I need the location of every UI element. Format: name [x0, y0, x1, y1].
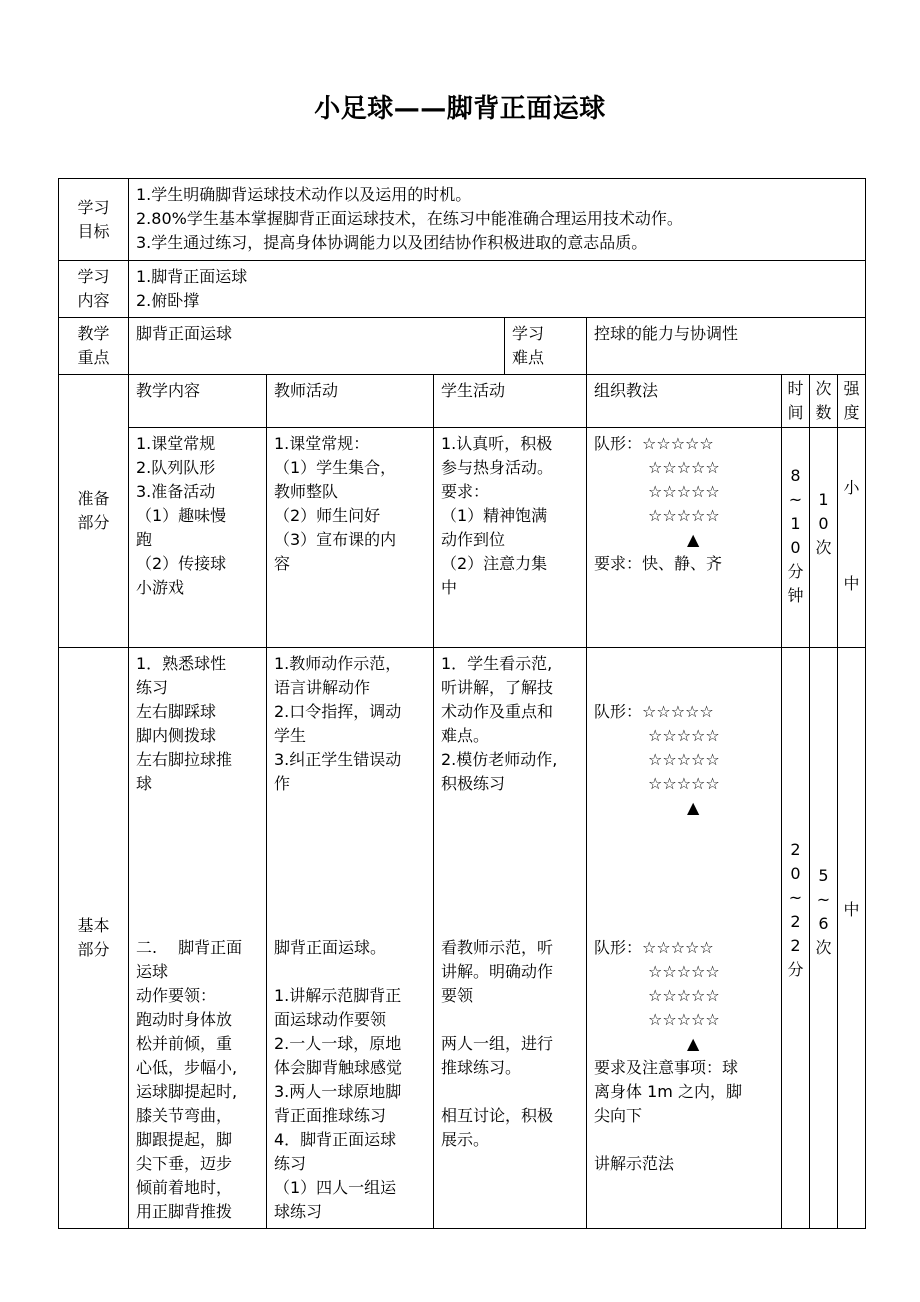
basic-notes: 要求及注意事项：球: [594, 1058, 739, 1077]
teacher-position-icon: ▲: [687, 798, 700, 817]
prep-intensity: 小 中: [838, 428, 866, 648]
objectives-label: 学习 目标: [59, 179, 129, 261]
col-teacher-activity: 教师活动: [267, 375, 434, 428]
difficulty-value: 控球的能力与协调性: [587, 318, 866, 375]
teaching-method: 讲解示范法: [594, 1154, 675, 1173]
formation-row: ☆☆☆☆☆: [648, 506, 720, 525]
formation-row: ☆☆☆☆☆: [648, 458, 720, 477]
basic-intensity: 中: [838, 648, 866, 1229]
basic-student-activity: 1．学生看示范, 听讲解，了解技 术动作及重点和 难点。 2.模仿老师动作, 积极练习 看教师示范，听 讲解。明确动作 要领 两人一组，进行 推球练习。 相互讨论，积极 展示。: [434, 648, 587, 1229]
content-item: 1.脚背正面运球: [136, 267, 248, 286]
key-points-row: [59, 318, 866, 375]
basic-teaching-content: 1．熟悉球性 练习 左右脚踩球 脚内侧拨球 左右脚拉球推 球 二. 脚背正面 运球 动作要领： 跑动时身体放 松并前倾，重 心低，步幅小, 运球脚提起时, 膝关节弯曲， 脚跟提起，脚 尖下垂，迈步 倾前着地时， 用正脚背推拨: [129, 648, 267, 1229]
key-points-value: 脚背正面运球: [129, 318, 505, 375]
content-label: 学习 内容: [59, 261, 129, 318]
basic-count: 5 ~ 6 次: [810, 648, 838, 1229]
col-time: 时 间: [782, 375, 810, 428]
objective-item: 3.学生通过练习，提高身体协调能力以及团结协作积极进取的意志品质。: [136, 233, 648, 252]
teacher-position-icon: ▲: [687, 530, 700, 549]
basic-organization: 队形：☆☆☆☆☆ ☆☆☆☆☆ ☆☆☆☆☆ ☆☆☆☆☆ ▲ 队形：☆☆☆☆☆ ☆☆☆☆☆ ☆☆☆☆☆ ☆☆☆☆☆ ▲ 要求及注意事项：球 离身体 1m 之内，脚 尖向下 讲解示范法: [587, 648, 782, 1229]
prep-time: 8 ~ 1 0 分 钟: [782, 428, 810, 648]
prep-student-activity: 1.认真听，积极 参与热身活动。 要求： （1）精神饱满 动作到位 （2）注意力集 中: [434, 428, 587, 648]
formation-row: ☆☆☆☆☆: [648, 1010, 720, 1029]
teacher-position-icon: ▲: [687, 1034, 700, 1053]
formation-row: ☆☆☆☆☆: [648, 986, 720, 1005]
formation-row: ☆☆☆☆☆: [648, 726, 720, 745]
difficulty-label: 学习 难点: [505, 318, 587, 375]
col-teaching-content: 教学内容: [129, 375, 267, 428]
prep-teacher-activity: 1.课堂常规： （1）学生集合， 教师整队 （2）师生问好 （3）宣布课的内 容: [267, 428, 434, 648]
basic-teacher-activity: 1.教师动作示范， 语言讲解动作 2.口令指挥，调动 学生 3.纠正学生错误动 作 脚背正面运球。 1.讲解示范脚背正 面运球动作要领 2.一人一球，原地 体会脚背触球感觉 3.两人一球原地脚 背正面推球练习 4．脚背正面运球 练习 （1）四人一组运 球练习: [267, 648, 434, 1229]
page-title: 小足球——脚背正面运球: [314, 94, 606, 124]
basic-label: 基本 部分: [59, 648, 129, 1229]
formation-row: 队形：☆☆☆☆☆: [594, 938, 714, 957]
formation-row: ☆☆☆☆☆: [648, 750, 720, 769]
prep-count: 1 0 次: [810, 428, 838, 648]
prep-requirement: 要求：快、静、齐: [594, 554, 723, 573]
formation-row: ☆☆☆☆☆: [648, 774, 720, 793]
key-points-label: 教学 重点: [59, 318, 129, 375]
objective-item: 2.80%学生基本掌握脚背正面运球技术，在练习中能准确合理运用技术动作。: [136, 209, 683, 228]
formation-row: 队形：☆☆☆☆☆: [594, 434, 714, 453]
prep-teaching-content: 1.课堂常规 2.队列队形 3.准备活动 （1）趣味慢 跑 （2）传接球 小游戏: [129, 428, 267, 648]
lesson-plan-table: [58, 178, 866, 1229]
formation-row: ☆☆☆☆☆: [648, 962, 720, 981]
col-count: 次 数: [810, 375, 838, 428]
basic-row: [59, 648, 866, 1229]
col-student-activity: 学生活动: [434, 375, 587, 428]
content-row: [59, 261, 866, 318]
objective-item: 1.学生明确脚背运球技术动作以及运用的时机。: [136, 185, 472, 204]
prep-organization: [587, 428, 782, 648]
basic-time: 2 0 ~ 2 2 分: [782, 648, 810, 1229]
column-header-row: [59, 375, 866, 428]
prep-row: [59, 428, 866, 648]
prep-label: 准备 部分: [59, 375, 129, 648]
objectives-list: [129, 179, 866, 261]
content-list: [129, 261, 866, 318]
content-item: 2.俯卧撑: [136, 291, 200, 310]
col-intensity: 强 度: [838, 375, 866, 428]
formation-row: 队形：☆☆☆☆☆: [594, 702, 714, 721]
col-organization: 组织教法: [587, 375, 782, 428]
objectives-row: [59, 179, 866, 261]
formation-row: ☆☆☆☆☆: [648, 482, 720, 501]
